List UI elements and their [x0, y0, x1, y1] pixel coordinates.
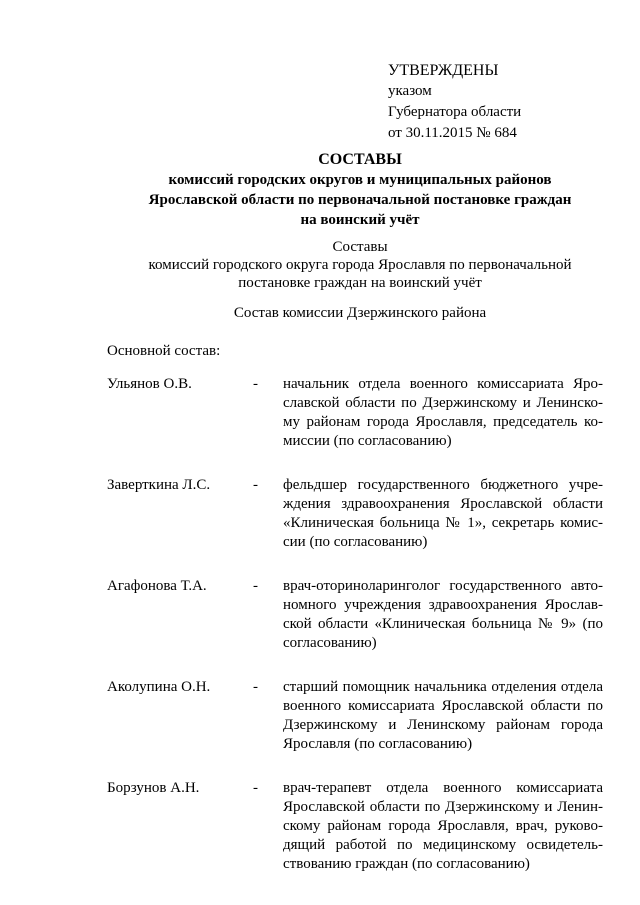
member-role-line: старший помощник начальника отделения отдела — [283, 679, 603, 695]
subtitle-line: постановке граждан на воинский учёт — [238, 275, 482, 291]
member-name: Агафонова Т.А. — [107, 578, 207, 594]
member-name: Ульянов О.В. — [107, 376, 192, 392]
approval-heading: УТВЕРЖДЕНЫ — [388, 62, 499, 79]
member-name: Аколупина О.Н. — [107, 679, 211, 695]
member-role-line: ствованию граждан (по согласованию) — [283, 856, 530, 872]
member-role-line: славской области по Дзержинскому и Ленинско- — [283, 395, 603, 411]
document-title — [90, 150, 630, 230]
member-role — [283, 678, 603, 754]
member-role-line: му районам города Ярославля, председатель ко- — [283, 414, 603, 430]
approval-line: указом — [388, 83, 432, 99]
subtitle-line: комиссий городского округа города Ярославля по первоначальной — [148, 257, 572, 273]
member-role-line: ской области «Клиническая больница № 9» (по — [283, 616, 603, 632]
member-role-line: фельдшер государственного бюджетного учре- — [283, 477, 603, 493]
member-name: Борзунов А.Н. — [107, 780, 200, 796]
member-role-line: Ярославля (по согласованию) — [283, 736, 473, 752]
approval-line: Губернатора области — [388, 104, 522, 120]
member-row — [107, 476, 607, 552]
main-title: СОСТАВЫ — [318, 151, 402, 168]
member-role-line: военного комиссариата Ярославской области по — [283, 698, 603, 714]
member-dash: - — [253, 477, 258, 493]
member-role — [283, 476, 603, 552]
member-dash: - — [253, 376, 258, 392]
member-row — [107, 577, 607, 653]
member-role-line: дящий работой по медицинскому освидетель- — [283, 837, 603, 853]
member-role-line: «Клиническая больница № 1», секретарь комис- — [283, 515, 603, 531]
member-role — [283, 779, 603, 874]
member-role-line: сии (по согласованию) — [283, 534, 428, 550]
member-row — [107, 678, 607, 754]
title-line: комиссий городских округов и муниципальных районов — [168, 172, 552, 188]
composition-label: Основной состав: — [107, 343, 221, 359]
member-role-line: миссии (по согласованию) — [283, 433, 452, 449]
member-role-line: номного учреждения здравоохранения Ярослав- — [283, 597, 603, 613]
member-role-line: врач-терапевт отдела военного комиссариата — [283, 780, 603, 796]
member-role-line: врач-оториноларинголог государственного авто- — [283, 578, 603, 594]
member-role-line: согласованию) — [283, 635, 377, 651]
member-dash: - — [253, 578, 258, 594]
member-row — [107, 779, 607, 874]
member-role-line: начальник отдела военного комиссариата Яро- — [283, 376, 603, 392]
member-row — [107, 375, 607, 451]
member-role — [283, 577, 603, 653]
subtitle-block — [90, 238, 630, 292]
member-dash: - — [253, 679, 258, 695]
members-list — [107, 375, 607, 899]
title-line: на воинский учёт — [300, 212, 420, 228]
member-dash: - — [253, 780, 258, 796]
member-role-line: скому районам города Ярославля, врач, руково- — [283, 818, 603, 834]
district-title: Состав комиссии Дзержинского района — [233, 305, 487, 321]
subtitle-heading: Составы — [332, 239, 388, 255]
member-role-line: Ярославской области по Дзержинскому и Ленин- — [283, 799, 603, 815]
approval-line: от 30.11.2015 № 684 — [388, 125, 517, 141]
member-role-line: ждения здравоохранения Ярославской области — [283, 496, 603, 512]
member-name: Заверткина Л.С. — [107, 477, 211, 493]
member-role — [283, 375, 603, 451]
title-line: Ярославской области по первоначальной постановке граждан — [148, 192, 572, 208]
approval-block — [388, 60, 521, 144]
member-role-line: Дзержинскому и Ленинскому районам города — [283, 717, 603, 733]
